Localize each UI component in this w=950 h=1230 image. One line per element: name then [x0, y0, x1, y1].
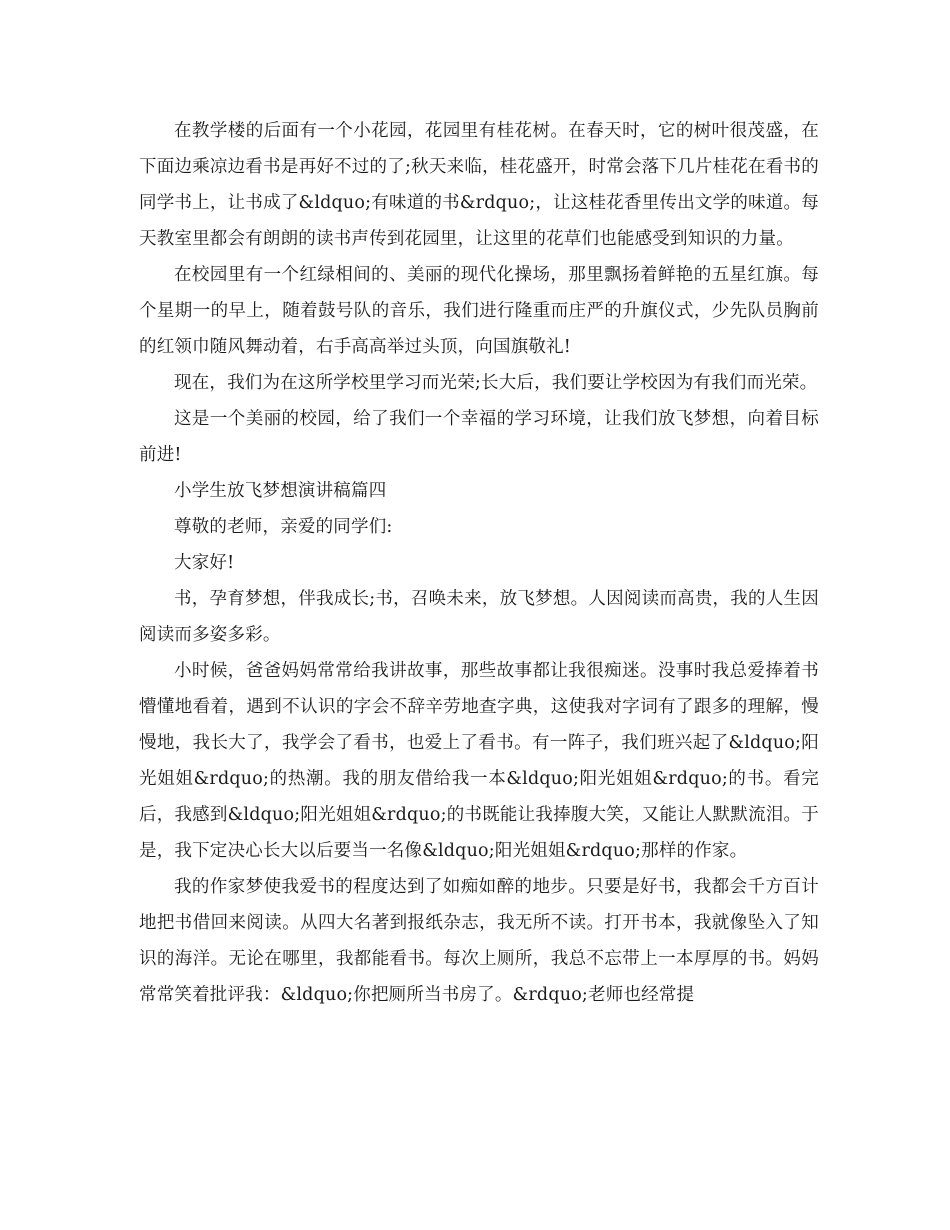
paragraph-writer-dream: 我的作家梦使我爱书的程度达到了如痴如醉的地步。只要是好书，我都会千方百计地把书借回来阅读。从四大名著到报纸杂志，我无所不读。打开书本，我就像坠入了知识的海洋。无论在哪里，我都能看书。每次上厕所，我总不忘带上一本厚厚的书。妈妈常常笑着批评我：&ldquo;你把厕所当书房了。&rdquo;老师也经常提 [139, 877, 819, 1005]
salutation: 尊敬的老师，亲爱的同学们: [174, 517, 393, 537]
paragraph-playground: 在校园里有一个红绿相间的、美丽的现代化操场，那里飘扬着鲜艳的五星红旗。每个星期一的早上，随着鼓号队的音乐，我们进行隆重而庄严的升旗仪式，少先队员胸前的红领巾随风舞动着，右手高高举过头顶，向国旗敬礼! [139, 265, 819, 357]
greeting: 大家好! [174, 553, 235, 573]
paragraph-garden: 在教学楼的后面有一个小花园，花园里有桂花树。在春天时，它的树叶很茂盛，在下面边乘凉边看书是再好不过的了;秋天来临，桂花盛开，时常会落下几片桂花在看书的同学书上，让书成了&ldquo;有味道的书&rdquo;，让这桂花香里传出文学的味道。每天教室里都会有朗朗的读书声传到花园里，让这里的花草们也能感受到知识的力量。 [139, 121, 819, 249]
paragraph-childhood: 小时候，爸爸妈妈常常给我讲故事，那些故事都让我很痴迷。没事时我总爱捧着书懵懂地看着，遇到不认识的字会不辞辛劳地查字典，这使我对字词有了跟多的理解，慢慢地，我长大了，我学会了看书，也爱上了看书。有一阵子，我们班兴起了&ldquo;阳光姐姐&rdquo;的热潮。我的朋友借给我一本&ldquo;阳光姐姐&rdquo;的书。看完后，我感到&ldquo;阳光姐姐&rdquo;的书既能让我捧腹大笑，又能让人默默流泪。于是，我下定决心长大以后要当一名像&ldquo;阳光姐姐&rdquo;那样的作家。 [139, 661, 819, 861]
paragraph-books-dream: 书，孕育梦想，伴我成长;书，召唤未来，放飞梦想。人因阅读而高贵，我的人生因阅读而多姿多彩。 [139, 589, 819, 645]
paragraph-proud: 现在，我们为在这所学校里学习而光荣;长大后，我们要让学校因为有我们而光荣。 [174, 373, 818, 393]
paragraph-campus: 这是一个美丽的校园，给了我们一个幸福的学习环境，让我们放飞梦想，向着目标前进! [139, 409, 819, 465]
document-body [139, 113, 819, 1013]
section-title: 小学生放飞梦想演讲稿篇四 [174, 481, 387, 501]
